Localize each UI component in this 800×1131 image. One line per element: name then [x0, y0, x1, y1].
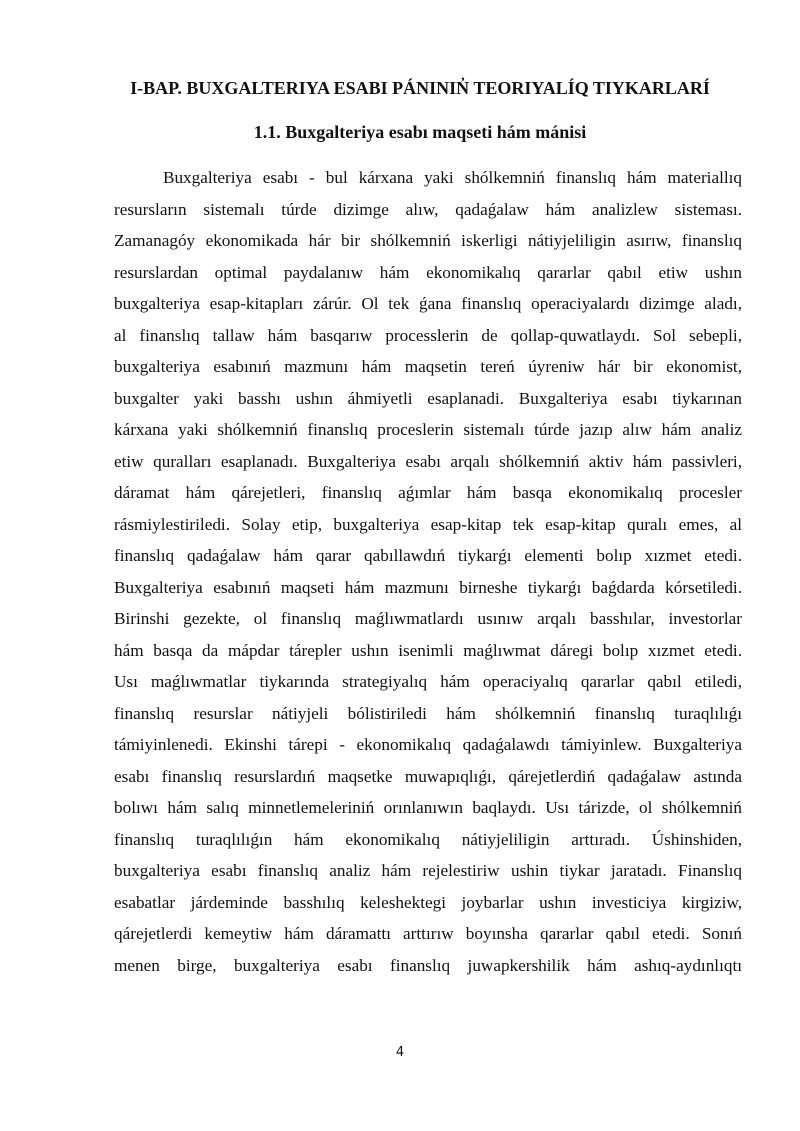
section-title: 1.1. Buxgalteriya esabı maqseti hám mánisi	[253, 122, 587, 142]
text-line: finanslıq turaqlılıǵın hám ekonomikalıq nátiyjeliligin arttıradı. Úshinshiden,	[114, 829, 742, 849]
text-line: buxgalteriya esap-kitapları zárúr. Ol tek ǵana finanslıq operaciyalardı dizimge aladı,	[114, 294, 742, 313]
text-line: qárejetlerdi kemeytiw hám dáramattı arttırıw boyınsha qararlar qabıl etedi. Sonıń	[114, 924, 742, 943]
text-line: esabatlar járdeminde basshılıq keleshektegi joybarlar ushın investiciya kirgiziw,	[114, 892, 742, 912]
body-paragraph	[114, 162, 742, 981]
text-line: resursların sistemalı túrde dizimge alıw, qadaǵalaw hám analizlew sisteması.	[114, 199, 742, 219]
text-line: buxgalter yaki basshı ushın áhmiyetli esaplanadi. Buxgalteriya esabı tiykarınan	[114, 388, 742, 408]
text-line: dáramat hám qárejetleri, finanslıq aǵımlar hám basqa ekonomikalıq procesler	[114, 483, 742, 502]
text-line: támiyinlenedi. Ekinshi tárepi - ekonomikalıq qadaǵalawdı támiyinlew. Buxgalteriya	[114, 735, 742, 754]
text-line: Zamanagóy ekonomikada hár bir shólkemniń iskerligi nátiyjeliligin asırıw, finanslıq	[114, 231, 742, 250]
page-number: 4	[395, 1045, 405, 1060]
text-line: Buxgalteriya esabınıń maqseti hám mazmunı birneshe tiykarǵı baǵdarda kórsetiledi.	[114, 577, 742, 597]
text-line: finanslıq qadaǵalaw hám qarar qabıllawdıń tiykarǵı elementi bolıp xızmet etedi.	[114, 546, 742, 565]
text-line: Usı maǵlıwmatlar tiykarında strategiyalıq hám operaciyalıq qararlar qabıl etiledi,	[114, 672, 742, 691]
chapter-title: I-BAP. BUXGALTERIYA ESABI PÁNININ̓ TEORIYALÍQ TIYKARLARÍ	[130, 78, 710, 98]
text-line: buxgalteriya esabınıń mazmunı hám maqsetin tereń úyreniw hár bir ekonomist,	[114, 357, 742, 376]
text-line: buxgalteriya esabı finanslıq analiz hám rejelestiriw ushin tiykar jaratadı. Finanslıq	[114, 861, 742, 880]
text-line: hám basqa da mápdar tárepler ushın isenimli maǵlıwmat dáregi bolıp xızmet etedi.	[114, 640, 742, 660]
text-line: resurslardan optimal paydalanıw hám ekonomikalıq qararlar qabıl etiw ushın	[114, 262, 742, 282]
text-line: kárxana yaki shólkemniń finanslıq proceslerin sistemalı túrde jazıp alıw hám analiz	[114, 420, 742, 439]
text-line: etiw quralları esaplanadı. Buxgalteriya esabı arqalı shólkemniń aktiv hám passivleri,	[114, 451, 742, 471]
text-line: esabı finanslıq resurslardıń maqsetke muwapıqlıǵı, qárejetlerdiń qadaǵalaw astında	[114, 766, 742, 786]
text-line: rásmiylestiriledi. Solay etip, buxgalteriya esap-kitap tek esap-kitap quralı emes, al	[114, 514, 742, 534]
text-line: finanslıq resurslar nátiyjeli bólistiriledi hám shólkemniń finanslıq turaqlılıǵı	[114, 703, 742, 723]
text-line: al finanslıq tallaw hám basqarıw processlerin de qollap-quwatlaydı. Sol sebepli,	[114, 325, 742, 345]
text-line: Buxgalteriya esabı - bul kárxana yaki shólkemniń finanslıq hám materiallıq	[163, 168, 742, 187]
text-line: bolıwı hám salıq minnetlemeleriniń orınlanıwın baqlaydı. Usı tárizde, ol shólkemniń	[114, 798, 742, 817]
text-line: menen birge, buxgalteriya esabı finanslıq juwapkershilik hám ashıq-aydınlıqtı	[114, 955, 742, 975]
text-line: Birinshi gezekte, ol finanslıq maǵlıwmatlardı usınıw arqalı basshılar, investorlar	[114, 609, 742, 628]
